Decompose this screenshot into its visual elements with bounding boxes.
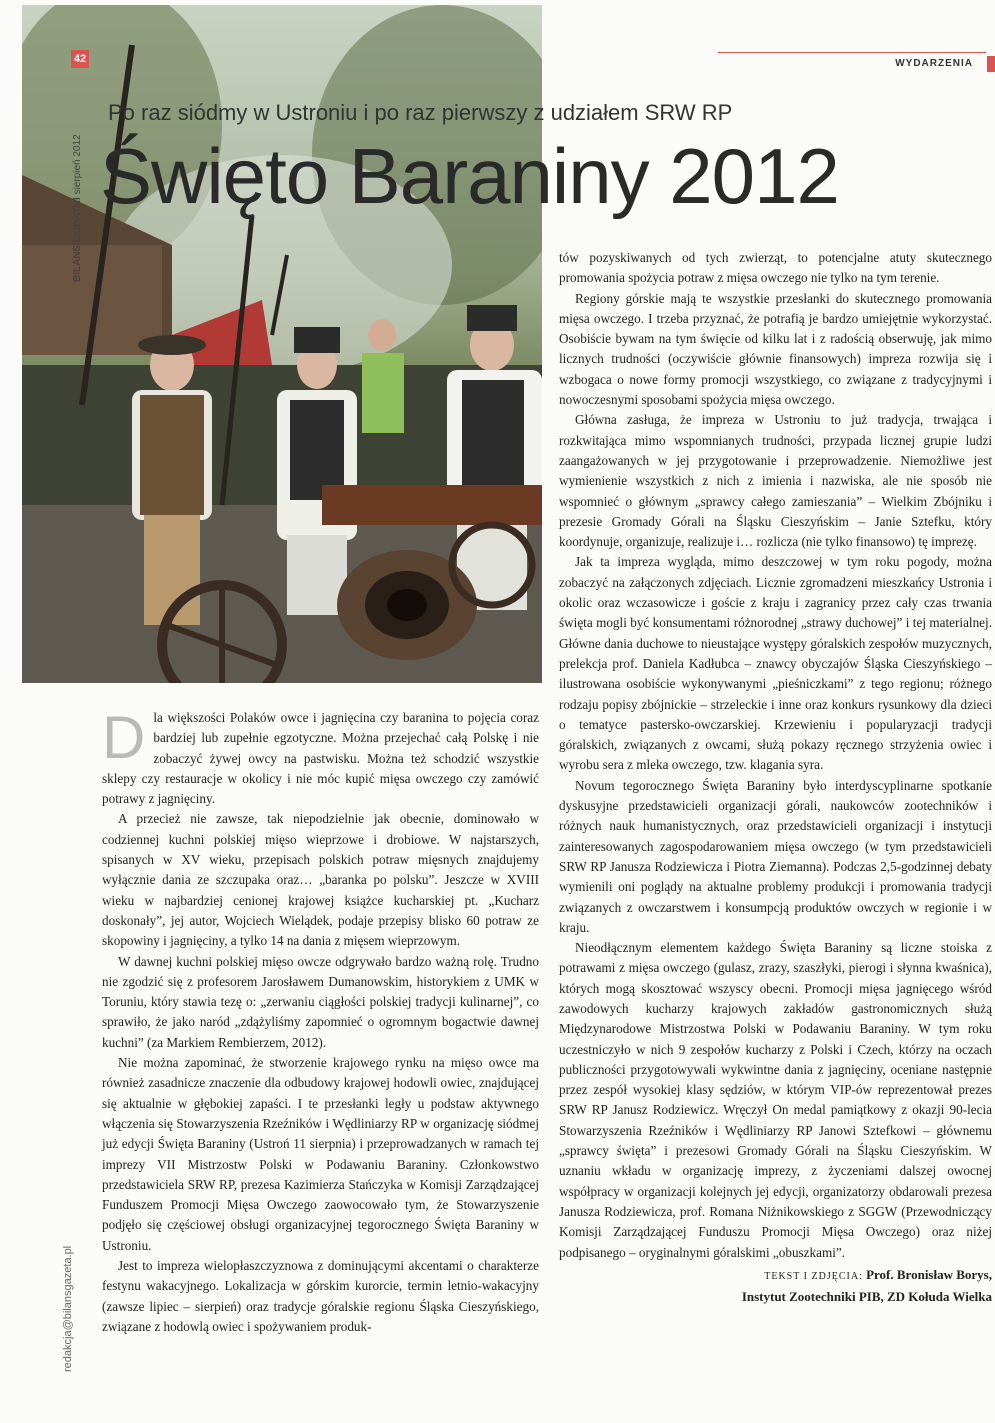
header-rule: [718, 52, 986, 53]
paragraph: Jak ta impreza wygląda, mimo deszczowej w tym roku pogody, można zobaczyć na załączonych zdjęciach. Licznie zgromadzeni mieszkańcy Ustronia i okolic oraz wczasowicze i goście z kraju i zagranicy przez cały czas trwania święta mogli być konsumentami różnorodnej „strawy duchowej” i tej materialnej. Główne dania duchowe to nieustające występy góralskich zespołów muzycznych, prelekcja prof. Daniela Kadłubca – znawcy obyczajów Śląska Cieszyńskiego – ilustrowana osobiście wykonywanymi „pieśniczkami” z tego regionu; różnego rodzaju popisy zbójnickie – strzeleckie i inne oraz konkurs rysunkowy dla dzieci o tematyce pastersko-owczarskiej. Krzewieniu i popularyzacji tradycji góralskich, związanych z owcami, służą pokazy ręcznego strzyżenia owiec i wyrobu sera z mleka owczego, tzw. klagania syra.: [559, 554, 992, 773]
credit-label: TEKST I ZDJĘCIA:: [764, 1270, 863, 1282]
section-marker: [987, 56, 995, 72]
article-title: Święto Baraniny 2012: [100, 132, 839, 220]
paragraph: tów pozyskiwanych od tych zwierząt, to potencjalne atuty skutecznego promowania spożycia potraw z mięsa owczego nie tylko na tym terenie.: [559, 250, 992, 286]
section-label: WYDARZENIA: [895, 58, 973, 69]
magazine-name: BILANS DODATNI: [72, 197, 83, 282]
credit-institution: Instytut Zootechniki PIB, ZD Kołuda Wielka: [741, 1288, 992, 1304]
paragraph: Jest to impreza wielopłaszczyznowa z dominującymi akcentami o charakterze festynu wakacyjnego. Lokalizacja w górskim kurorcie, termin letnio-wakacyjny (zawsze lipiec – sierpień) oraz tradycje góralskie regionu Śląska Cieszyńskiego, związane z hodowlą owiec i spożywaniem produk-: [102, 1258, 539, 1334]
paragraph: Dla większości Polaków owce i jagnięcina czy baranina to pojęcia coraz bardziej lub zupełnie egzotyczne. Można przejechać całą Polskę i nie zobaczyć żywej owcy na pastwisku. Można też schodzić wszystkie sklepy czy restauracje w okolicy i nie móc kupić mięsa owczego czy zamówić potrawy z jagnięciny.: [102, 704, 539, 807]
paragraph: A przecież nie zawsze, tak niepodzielnie jak obecnie, dominowało w codziennej kuchni polskiej mięso wieprzowe i drobiowe. W najstarszych, spisanych w XV wieku, przepisach polskich potraw mięsnych znajdujemy wyłącznie dania ze szczupaka oraz… „baranka po polsku”. Jeszcze w XVIII wieku w najbardziej cenionej krajowej książce kucharskiej pt. „Kucharz doskonały”, jej autor, Wojciech Wielądek, podaje przepisy blisko 60 potraw ze skopowiny i jagnięciny, a tylko 14 na dania z mięsem wieprzowym.: [102, 811, 539, 949]
editorial-email: redakcja@bilansgazeta.pl: [62, 1245, 74, 1372]
article-subtitle: Po raz siódmy w Ustroniu i po raz pierwszy z udziałem SRW RP: [108, 100, 733, 125]
magazine-strip: [72, 134, 83, 282]
page-number: 42: [71, 50, 89, 68]
issue-date: sierpień 2012: [72, 134, 83, 195]
paragraph: Regiony górskie mają te wszystkie przesłanki do skutecznego promowania mięsa owczego. I trzeba przyznać, że potrafią je bardzo umiejętnie wykorzystać. Osobiście bywam na tym święcie od kilku lat i z radością obserwuję, jak mimo licznych trudności (oczywiście głównie finansowych) impreza rozwija się i wzbogaca o nowe formy promocji wszystkiego, co związane z tradycyjnymi i nowoczesnymi sposobami spożycia mięsa owczego.: [559, 290, 992, 408]
article-column-right: [559, 248, 992, 1307]
paragraph: Nieodłącznym elementem każdego Święta Baraniny są liczne stoiska z potrawami z mięsa owczego (gulasz, zrazy, szaszłyki, pierogi i słynna kwaśnica), których mogą skosztować wszyscy obecni. Promocji mięsa jagnięcego wśród zawodowych kucharzy krajowych zakładów gastronomicznych służą Międzynarodowe Mistrzostwa Polski w Podawaniu Baraniny. W tym roku uczestniczyło w nich 9 zespołów kucharzy z Polski i Czech, którzy na oczach publiczności przygotowywali wykwintne dania z jagnięciny, oceniane następnie przez zespół wysokiej klasy sędziów, w którym VIP-ów reprezentował prezes SRW RP Janusz Rodziewicz. Wręczył On medal pamiątkowy z okazji 90-lecia Stowarzyszenia Rzeźników i Wędliniarzy RP Janowi Sztefkowi – głównemu „sprawcy święta” i prezesowi Gromady Górali na Śląsku Cieszyńskim. W uznaniu wkładu w organizację imprezy, z życzeniami dalszej owocnej współpracy w organizacji kolejnych jej edycji, organizatorzy obdarowali prezesa Janusza Rodziewicza, prof. Romana Niżnikowskiego z SGGW (Przewodniczący Komisji Zarządzającej Funduszu Promocji Mięsa Owczego) oraz niżej podpisanego – oryginalnymi góralskimi „obuszkami”.: [559, 940, 992, 1260]
article-credit: [559, 1265, 992, 1307]
credit-author: Prof. Bronisław Borys,: [866, 1266, 992, 1282]
paragraph: Nie można zapominać, że stworzenie krajowego rynku na mięso owce ma również zasadnicze znaczenie dla odbudowy krajowej hodowli owiec, znajdującej się aktualnie w głębokiej zapaści. I te przesłanki legły u podstaw aktywnego włączenia się Stowarzyszenia Rzeźników i Wędliniarzy RP w organizację siódmej już edycji Święta Baraniny (Ustroń 11 sierpnia) i przeprowadzanych w ramach tej imprezy VII Mistrzostw Polski w Podawaniu Baraniny. Członkowstwo przedstawiciela SRW RP, prezesa Kazimierza Stańczyka w Komisji Zarządzającej Funduszem Promocji Mięsa Owczego zaowocowało tym, że Stowarzyszenie podjęło się częściowej obsługi organizacyjnej tegorocznego Święta Baraniny w Ustroniu.: [102, 1055, 539, 1253]
article-column-left: [102, 704, 539, 1337]
paragraph: W dawnej kuchni polskiej mięso owcze odgrywało bardzo ważną rolę. Trudno nie zgodzić się z profesorem Jarosławem Dumanowskim, historykiem z UMK w Toruniu, który stawia tezę o: „zerwaniu ciągłości polskiej tradycji kulinarnej”, co sprawiło, że jako naród „zdążyliśmy zapomnieć o ogromnym bogactwie dawnej kuchni” (za Markiem Rembierzem, 2012).: [102, 953, 539, 1050]
paragraph: Główna zasługa, że impreza w Ustroniu to już tradycja, trwająca i rozkwitająca mimo wspomnianych trudności, przypada licznej grupie ludzi zaangażowanych w jej przygotowanie i przeprowadzenie. Niemożliwe jest wymienienie wszystkich z nich z imienia i nazwiska, ale nie sposób nie wspomnieć o głównym „sprawcy całego zamieszania” – Wielkim Zbójniku i prezesie Gromady Górali na Śląsku Cieszyńskim – Janie Sztefku, który koordynuje, organizuje, realizuje i… rozlicza (nie tylko finansowo) tę imprezę.: [559, 412, 992, 550]
drop-cap: D: [102, 704, 146, 771]
paragraph: Novum tegorocznego Święta Baraniny było interdyscyplinarne spotkanie dyskusyjne przedstawicieli organizacji górali, naukowców zootechników i różnych nauk humanistycznych, oraz przedstawicieli organizacji i instytucji zainteresowanych zagospodarowaniem mięsa owczego (w tym przedstawicieli SRW RP Janusza Rodziewicza i Piotra Ziemanna). Podczas 2,5-godzinnej debaty wymienili oni poglądy na aktualne problemy produkcji i promowania tradycji związanych z owczarstwem i konsumpcją produktów owczych w regionie i w kraju.: [559, 777, 992, 935]
